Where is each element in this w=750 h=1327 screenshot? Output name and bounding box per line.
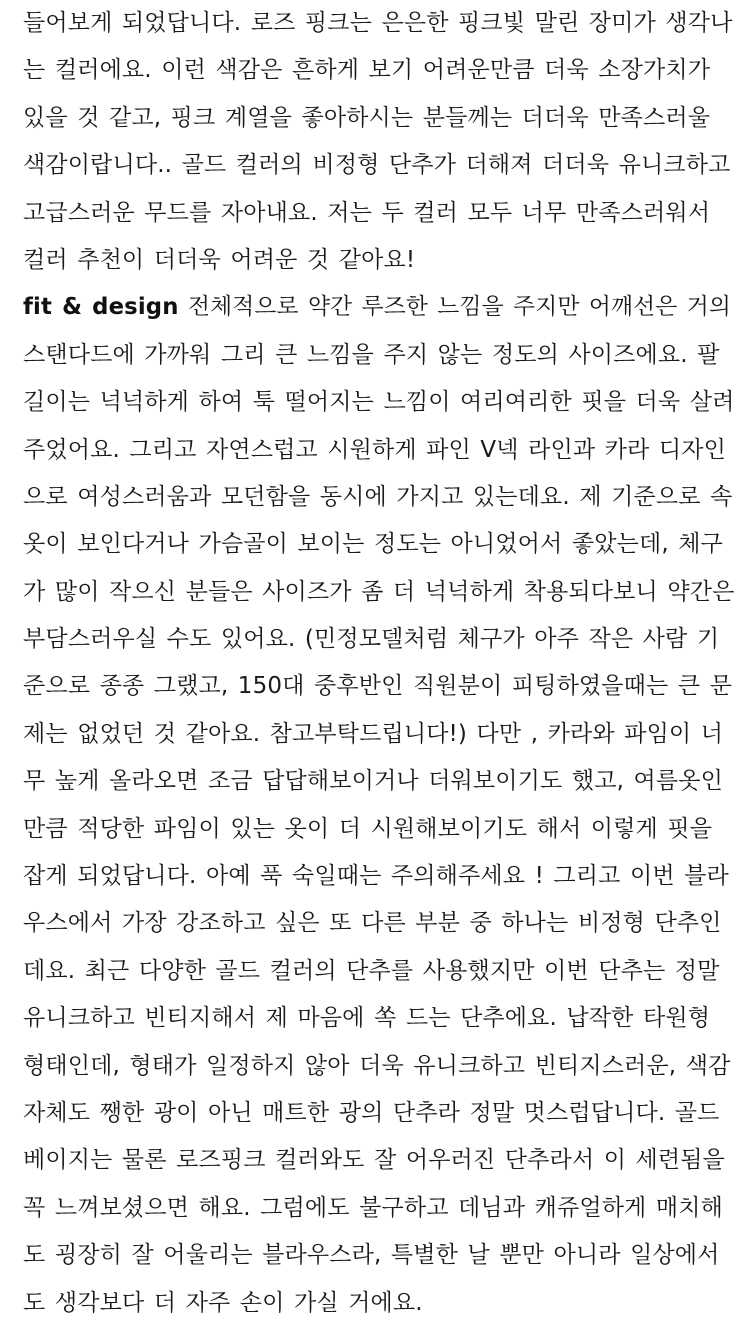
text-line: 색감이랍니다.. 골드 컬러의 비정형 단추가 더해져 더더욱 유니크하고 [23,152,731,179]
text-line: 가 많이 작으신 분들은 사이즈가 좀 더 넉넉하게 착용되다보니 약간은 [23,578,735,605]
text-line: 준으로 종종 그랬고, 150대 중후반인 직원분이 피팅하였을때는 큰 문 [23,673,733,700]
text-line: 부담스러우실 수도 있어요. (민정모델처럼 체구가 아주 작은 사람 기 [23,626,720,653]
text-line: 들어보게 되었답니다. 로즈 핑크는 은은한 핑크빛 말린 장미가 생각나 [23,10,733,36]
text-line: 유니크하고 빈티지해서 제 마음에 쏙 드는 단추에요. 납작한 타원형 [23,1005,711,1032]
text-line: 옷이 보인다거나 가슴골이 보이는 정도는 아니었어서 좋았는데, 체구 [23,531,723,558]
fit-design-line [23,284,735,331]
text-line: 베이지는 물론 로즈핑크 컬러와도 잘 어우러진 단추라서 이 세련됨을 [23,1147,725,1174]
text-line: 제는 없었던 것 같아요. 참고부탁드립니다!) 다만 , 카라와 파임이 너 [23,720,724,747]
text-line: 도 굉장히 잘 어울리는 블라우스라, 특별한 날 뿐만 아니라 일상에서 [23,1242,720,1269]
text-line: 컬러 추천이 더더욱 어려운 것 같아요! [23,246,416,273]
text-line: 길이는 넉넉하게 하여 툭 떨어지는 느낌이 여리여리한 핏을 더욱 살려 [23,389,735,416]
text-line: 잡게 되었답니다. 아예 푹 숙일때는 주의해주세요 ! 그리고 이번 블라 [23,863,729,890]
text-line: 으로 여성스러움과 모던함을 동시에 가지고 있는데요. 제 기준으로 속 [23,483,733,510]
section-heading: fit & design [23,294,179,321]
text-segment: 전체적으로 약간 루즈한 느낌을 주지만 어깨선은 거의 [178,294,732,321]
text-line: 자체도 쨍한 광이 아닌 매트한 광의 단추라 정말 멋스럽답니다. 골드 [23,1099,720,1126]
text-line: 꼭 느껴보셨으면 해요. 그럼에도 불구하고 데님과 캐쥬얼하게 매치해 [23,1194,723,1221]
text-line: 스탠다드에 가까워 그리 큰 느낌을 주지 않는 정도의 사이즈에요. 팔 [23,341,720,368]
text-line: 도 생각보다 더 자주 손이 가실 거에요. [23,1289,423,1316]
text-line: 있을 것 같고, 핑크 계열을 좋아하시는 분들께는 더더욱 만족스러울 [23,104,711,131]
text-line: 만큼 적당한 파임이 있는 옷이 더 시원해보이기도 해서 이렇게 핏을 [23,815,713,842]
text-line: 형태인데, 형태가 일정하지 않아 더욱 유니크하고 빈티지스러운, 색감 [23,1052,731,1079]
text-line: 고급스러운 무드를 자아내요. 저는 두 컬러 모두 너무 만족스러워서 [23,199,711,226]
text-line: 는 컬러에요. 이런 색감은 흔하게 보기 어려운만큼 더욱 소장가치가 [23,57,711,84]
text-line: 우스에서 가장 강조하고 싶은 또 다른 부분 중 하나는 비정형 단추인 [23,910,722,937]
article-body [23,0,735,1327]
text-line: 주었어요. 그리고 자연스럽고 시원하게 파인 V넥 라인과 카라 디자인 [23,436,726,463]
text-line: 데요. 최근 다양한 골드 컬러의 단추를 사용했지만 이번 단추는 정말 [23,957,720,984]
text-line: 무 높게 올라오면 조금 답답해보이거나 더워보이기도 했고, 여름옷인 [23,768,723,795]
